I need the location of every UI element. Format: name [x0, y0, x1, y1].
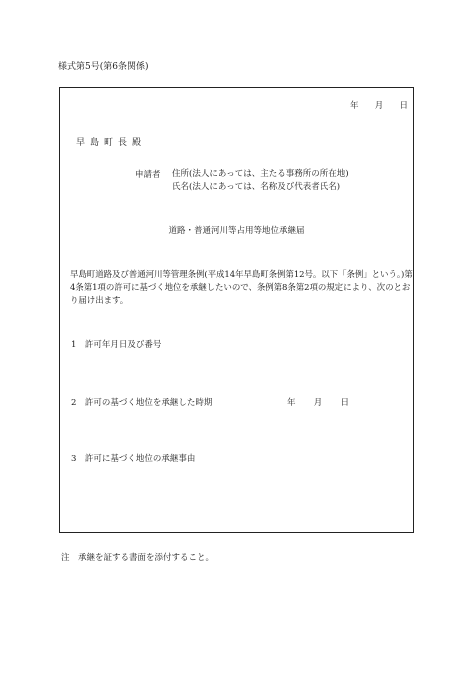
- form-number: 様式第5号(第6条関係): [58, 62, 149, 72]
- body-paragraph: 早島町道路及び普通河川等管理条例(平成14年早島町条例第12号。以下「条例」という。)第4条第1項の許可に基づく地位を承継したいので、条例第8条第2項の規定により、次のとおり届け出ます。: [70, 270, 413, 306]
- date-year-label: 年: [350, 101, 359, 111]
- date-month-label: 月: [374, 101, 384, 111]
- applicant-address-line: 住所(法人にあっては、主たる事務所の所在地): [172, 169, 349, 179]
- applicant-label: 申請者: [135, 170, 161, 180]
- succession-date: [287, 396, 349, 408]
- succession-month-label: 月: [313, 398, 323, 408]
- succession-year-label: 年: [287, 398, 296, 408]
- date-day-label: 日: [399, 101, 408, 111]
- item-succession-reason: 3 許可に基づく地位の承継事由: [71, 454, 196, 464]
- applicant-name-line: 氏名(法人にあっては、名称及び代表者氏名): [172, 182, 341, 192]
- item-permit-date-number: 1 許可年月日及び番号: [71, 340, 162, 350]
- applicant-fields: [172, 168, 349, 194]
- footnote: 注 承継を証する書面を添付すること。: [61, 553, 215, 563]
- document-title: 道路・普通河川等占用等地位承継届: [168, 226, 305, 236]
- item-succession-time: 2 許可の基づく地位を承継した時期: [71, 398, 213, 408]
- form-frame: [59, 87, 414, 533]
- succession-day-label: 日: [340, 398, 349, 408]
- submission-date: [350, 99, 408, 111]
- addressee: 早島町長殿: [76, 138, 147, 148]
